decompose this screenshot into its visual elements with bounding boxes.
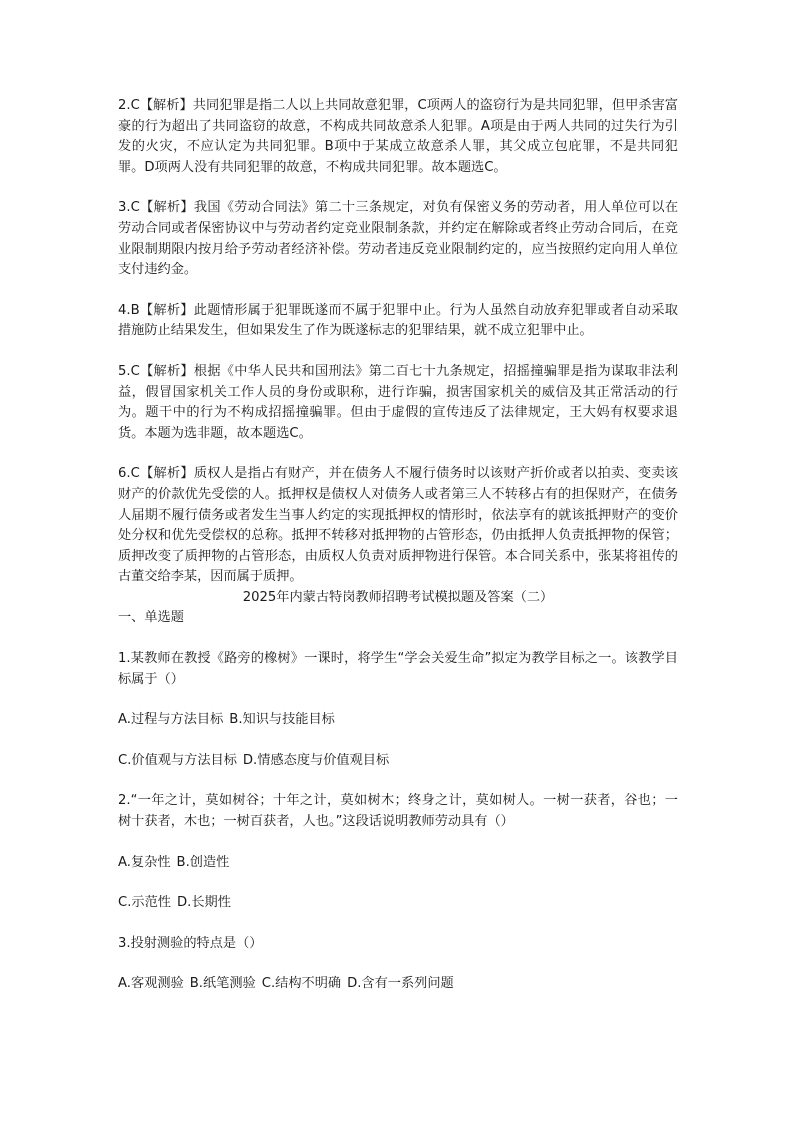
answer-number: 2.C: [118, 98, 140, 113]
analysis-tag: 【解析】: [139, 302, 194, 318]
answer-explanation-5: [118, 362, 678, 444]
question-2-options-row-1: [118, 853, 678, 874]
option-b: B.创造性: [176, 854, 230, 870]
answer-number: 6.C: [118, 466, 140, 482]
answer-number: 5.C: [118, 363, 140, 379]
analysis-tag: 【解析】: [139, 466, 194, 482]
option-b: B.纸笔测验: [189, 976, 256, 992]
answer-explanation-4: [118, 301, 678, 342]
answer-explanation-6: [118, 464, 678, 588]
question-3-options-row-1: [118, 974, 678, 995]
answer-number: 4.B: [118, 302, 140, 318]
option-d: D.含有一系列问题: [347, 976, 454, 992]
option-a: A.过程与方法目标: [118, 712, 224, 728]
document-page: [118, 96, 678, 1015]
analysis-text: 共同犯罪是指二人以上共同故意犯罪，C项两人的盗窃行为是共同犯罪，但甲杀害富豪的行为超出了共同盗窃的故意，不构成共同故意杀人犯罪。A项是由于两人共同的过失行为引发的火灾，不应认定为共同犯罪。B项中于某成立故意杀人罪，其父成立包庇罪，不是共同犯罪。D项两人没有共同犯罪的故意，不构成共同犯罪。故本题选C。: [118, 98, 678, 175]
section-heading: 一、单选题: [118, 610, 184, 626]
analysis-tag: 【解析】: [139, 98, 193, 113]
analysis-text: 根据《中华人民共和国刑法》第二百七十九条规定，招摇撞骗罪是指为谋取非法利益，假冒国家机关工作人员的身份或职称，进行诈骗，损害国家机关的威信及其正常活动的行为。题干中的行为不构成招摇撞骗罪。但由于虚假的宣传违反了法律规定，王大妈有权要求退货。本题为选非题，故本题选C。: [118, 363, 679, 441]
analysis-text: 此题情形属于犯罪既遂而不属于犯罪中止。行为人虽然自动放弃犯罪或者自动采取措施防止结果发生，但如果发生了作为既遂标志的犯罪结果，就不成立犯罪中止。: [118, 302, 678, 339]
option-b: B.知识与技能目标: [229, 712, 335, 728]
answer-number: 3.C: [118, 200, 140, 216]
analysis-text: 我国《劳动合同法》第二十三条规定，对负有保密义务的劳动者，用人单位可以在劳动合同或者保密协议中与劳动者约定竞业限制条款，并约定在解除或者终止劳动合同后，在竞业限制期限内按月给予劳动者经济补偿。劳动者违反竞业限制约定的，应当按照约定向用人单位支付违约金。: [118, 200, 679, 278]
analysis-tag: 【解析】: [139, 200, 194, 216]
question-1-options-row-1: [118, 710, 678, 731]
question-2-stem: 2.“一年之计，莫如树谷；十年之计，莫如树木；终身之计，莫如树人。一树一获者，谷也；一树十获者，木也；一树百获者，人也。”这段话说明教师劳动具有（）: [118, 793, 678, 830]
analysis-text: 质权人是指占有财产，并在债务人不履行债务时以该财产折价或者以拍卖、变卖该财产的价款优先受偿的人。抵押权是债权人对债务人或者第三人不转移占有的担保财产，在债务人届期不履行债务或者发生当事人约定的实现抵押权的情形时，依法享有的就该抵押财产的变价处分权和优先受偿权的总称。抵押不转移对抵押物的占管形态，仍由抵押人负责抵押物的保管；质押改变了质押物的占管形态，由质权人负责对质押物进行保管。本合同关系中，张某将祖传的古董交给李某，因而属于质押。: [118, 466, 679, 585]
question-1-options-row-2: [118, 751, 678, 772]
option-c: C.价值观与方法目标: [118, 752, 237, 768]
option-a: A.客观测验: [118, 976, 184, 992]
question-2-options-row-2: [118, 893, 678, 914]
option-d: D.长期性: [176, 895, 231, 911]
answer-explanation-3: [118, 198, 678, 280]
option-c: C.结构不明确: [261, 976, 342, 992]
question-3-stem: 3.投射测验的特点是（）: [118, 935, 263, 951]
option-c: C.示范性: [118, 895, 171, 911]
option-d: D.情感态度与价值观目标: [242, 752, 390, 768]
option-a: A.复杂性: [118, 854, 171, 870]
question-1-stem: 1.某教师在教授《路旁的橡树》一课时，将学生“学会关爱生命”拟定为教学目标之一。该教学目标属于（）: [118, 651, 678, 687]
exam-title: 2025年内蒙古特岗教师招聘考试模拟题及答案（二）: [242, 589, 554, 605]
answer-explanation-2: [118, 96, 678, 178]
analysis-tag: 【解析】: [139, 363, 194, 379]
